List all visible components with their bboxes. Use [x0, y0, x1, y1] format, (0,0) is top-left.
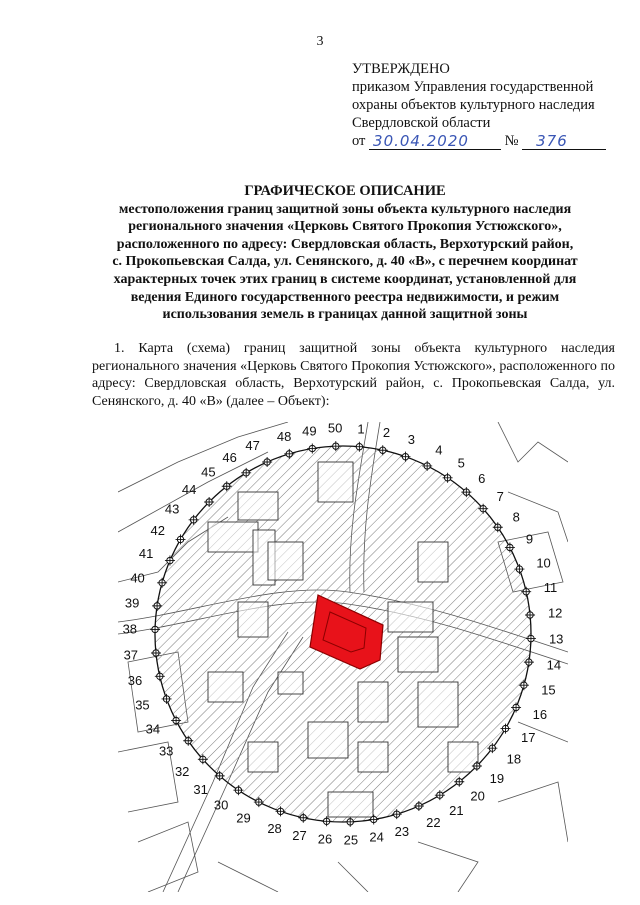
- boundary-point-label: 29: [236, 810, 251, 826]
- boundary-point-label: 1: [357, 422, 365, 437]
- boundary-point-label: 45: [201, 464, 216, 480]
- boundary-point-label: 26: [317, 831, 333, 847]
- boundary-point-label: 40: [130, 570, 145, 586]
- boundary-point-label: 27: [292, 827, 307, 843]
- title-line: использования земель в границах данной защитной зоны: [162, 307, 528, 323]
- boundary-map: [118, 422, 568, 892]
- boundary-point-label: 21: [449, 803, 464, 819]
- boundary-point-label: 10: [536, 555, 551, 571]
- paragraph-1: 1. Карта (схема) границ защитной зоны объекта культурного наследия регионального значения «Церковь Святого Прокопия Устюжского», расположенного по адресу: Свердловская область, Верхотурский район, с. Прокопьевская Салда, ул. Сенянского, д. 40 «В» (далее – Объект):: [92, 341, 615, 409]
- boundary-point-label: 49: [302, 423, 317, 439]
- approval-heading: УТВЕРЖДЕНО: [352, 61, 450, 77]
- page-number: 3: [316, 34, 324, 49]
- number-prefix: №: [504, 133, 519, 149]
- boundary-point-label: 18: [506, 751, 522, 767]
- boundary-point-label: 24: [369, 829, 384, 845]
- boundary-point-label: 36: [127, 672, 143, 688]
- boundary-point-label: 37: [123, 647, 139, 663]
- boundary-point-label: 6: [478, 471, 486, 487]
- boundary-point-label: 19: [489, 771, 505, 787]
- number-field: [522, 134, 606, 150]
- approval-block: [352, 60, 606, 152]
- boundary-point-label: 30: [213, 797, 229, 813]
- title-line: регионального значения «Церковь Святого Прокопия Устюжского»,: [128, 219, 562, 235]
- boundary-point-label: 35: [135, 697, 150, 713]
- boundary-point-label: 12: [547, 605, 563, 621]
- approval-line: Свердловской области: [352, 115, 491, 131]
- boundary-point-label: 50: [327, 422, 343, 436]
- boundary-point-label: 9: [525, 531, 534, 547]
- handwritten-number: 376: [536, 132, 568, 150]
- title-line: ведения Единого государственного реестра недвижимости, и режим: [130, 289, 560, 305]
- boundary-point-label: 13: [548, 631, 564, 647]
- boundary-point-label: 7: [496, 489, 504, 505]
- title-line: характерных точек этих границ в системе координат, установленной для: [113, 271, 577, 287]
- boundary-point-label: 43: [164, 501, 180, 517]
- boundary-point-label: 38: [122, 621, 138, 637]
- boundary-point-label: 8: [512, 509, 520, 525]
- document-title: [60, 183, 630, 324]
- boundary-point-label: 2: [382, 425, 391, 441]
- boundary-point-label: 3: [407, 432, 416, 448]
- boundary-point-label: 46: [222, 449, 237, 465]
- boundary-point-label: 33: [158, 743, 174, 759]
- handwritten-date: 30.04.2020: [373, 132, 469, 150]
- title-main: ГРАФИЧЕСКОЕ ОПИСАНИЕ: [244, 183, 446, 199]
- boundary-point-label: 17: [521, 730, 536, 746]
- boundary-point-label: 42: [150, 522, 165, 538]
- boundary-point-label: 16: [532, 706, 548, 722]
- boundary-point-label: 25: [343, 832, 359, 848]
- boundary-point-label: 48: [276, 429, 292, 445]
- boundary-point-label: 47: [245, 438, 260, 454]
- boundary-point-label: 15: [541, 682, 556, 698]
- title-line: местоположения границ защитной зоны объекта культурного наследия: [118, 201, 572, 217]
- boundary-point-label: 28: [267, 820, 282, 836]
- boundary-point-label: 4: [435, 442, 443, 458]
- approval-date-line: [352, 132, 606, 152]
- boundary-point-label: 11: [543, 580, 558, 596]
- boundary-point-label: 32: [174, 763, 190, 779]
- boundary-point-label: 41: [138, 546, 154, 562]
- boundary-point-label: 20: [470, 788, 485, 804]
- boundary-point-label: 34: [145, 721, 161, 737]
- title-line: расположенного по адресу: Свердловская область, Верхотурский район,: [116, 236, 574, 252]
- title-line: с. Прокопьевская Салда, ул. Сенянского, д. 40 «В», с перечнем координат: [112, 254, 578, 270]
- approval-line: приказом Управления государственной: [352, 79, 594, 95]
- boundary-point-label: 44: [181, 481, 197, 497]
- date-field: [369, 134, 501, 150]
- boundary-point-label: 22: [426, 814, 441, 830]
- boundary-point-label: 31: [193, 781, 208, 797]
- boundary-point-label: 23: [394, 823, 410, 839]
- boundary-point-label: 5: [457, 455, 465, 471]
- approval-line: охраны объектов культурного наследия: [352, 97, 595, 113]
- boundary-point-label: 14: [546, 657, 562, 673]
- boundary-map-drawing: [118, 422, 568, 892]
- date-prefix: от: [352, 133, 366, 149]
- boundary-point-label: 39: [124, 595, 140, 611]
